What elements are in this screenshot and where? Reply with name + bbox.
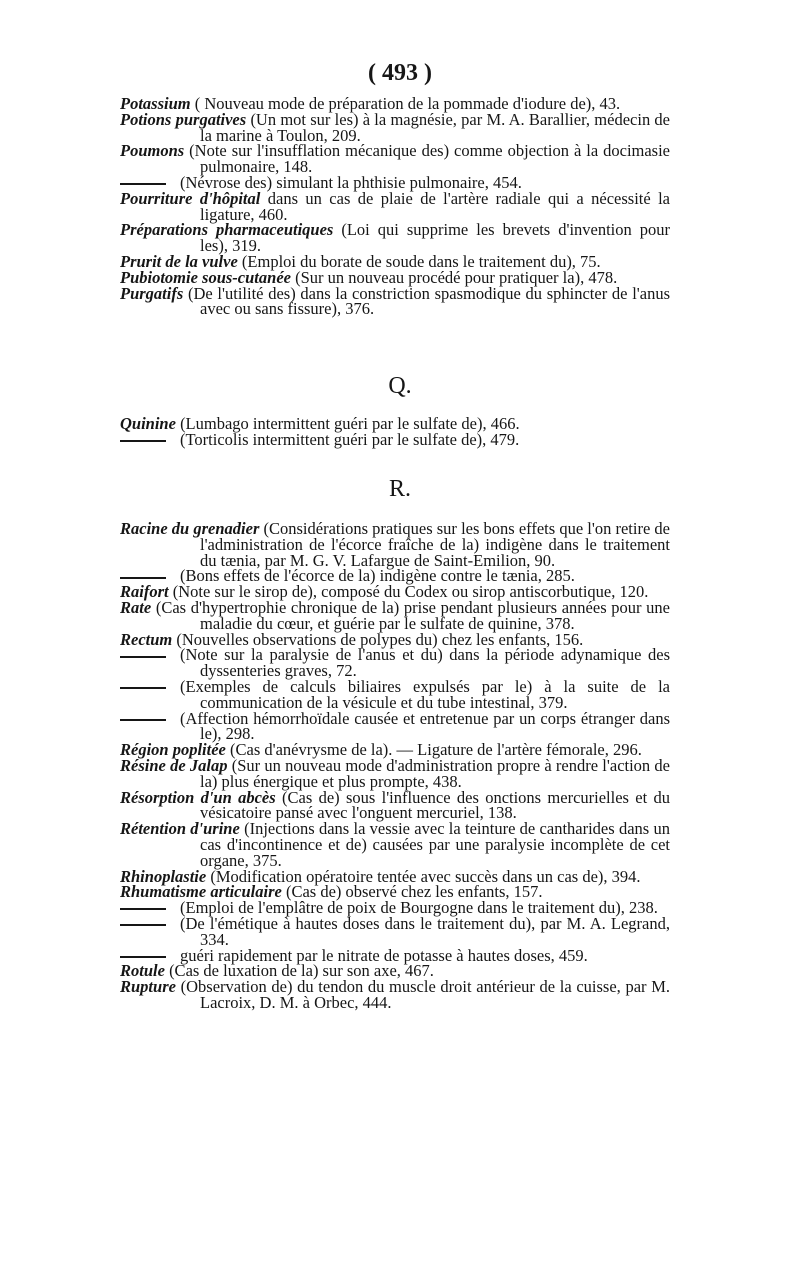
repeat-dash (120, 900, 180, 916)
index-term: Quinine (120, 414, 176, 433)
repeat-dash (120, 679, 180, 695)
index-text: (Note sur le sirop de), composé du Codex ou sirop antiscorbutique, 120. (172, 582, 649, 602)
repeat-dash (120, 432, 180, 448)
index-term: Rate (120, 597, 152, 617)
index-term: Racine du grenadier (120, 519, 260, 538)
index-entry (120, 787, 671, 823)
index-term: Préparations pharmaceutiques (120, 220, 334, 240)
index-text: (Affection hémorrhoïdale causée et entretenue par un corps étranger dans le), 298. (180, 708, 670, 744)
index-text: (Un mot sur les) à la magnésie, par M. A. Barallier, médecin de la marine à Toulon, 209. (200, 109, 671, 145)
index-entry (120, 821, 670, 868)
index-term: Rhumatisme articulaire (120, 882, 282, 902)
index-text: (Cas de luxation de la) sur son axe, 467. (169, 961, 434, 981)
index-text: (Considérations pratiques sur les bons effets que l'on retire de l'administration de l'écorce fraîche de la) indigène dans le traitement du tænia, par M. G. V. Lafargue de Saint-Emilion, 90. (200, 519, 670, 570)
index-entry (120, 913, 670, 949)
index-term: Résine de Jalap (120, 755, 228, 775)
index-entry (120, 188, 671, 224)
index-term: Potassium (120, 94, 191, 113)
index-term: Rotule (120, 961, 165, 981)
index-text: (Emploi du borate de soude dans le traitement du), 75. (241, 251, 601, 271)
index-entry (120, 979, 670, 1011)
index-text: ( Nouveau mode de préparation de la pommade d'iodure de), 43. (194, 94, 621, 113)
repeat-dash (120, 916, 180, 932)
index-entry (120, 597, 671, 633)
index-term: Poumons (120, 141, 185, 161)
index-term: Potions purgatives (120, 109, 247, 129)
index-text: guéri rapidement par le nitrate de potasse à hautes doses, 459. (180, 945, 588, 965)
index-text: (Névrose des) simulant la phthisie pulmonaire, 454. (180, 172, 522, 192)
index-text: (Cas d'hypertrophie chronique de la) prise pendant plusieurs années pour une maladie du cœur, et guérie par le sulfate de quinine, 378. (155, 597, 671, 633)
index-entry (120, 143, 670, 175)
index-term: Région poplitée (120, 740, 226, 760)
index-entry (120, 755, 671, 791)
index-text: (Cas d'anévrysme de la). — Ligature de l'artère fémorale, 296. (230, 740, 642, 760)
index-text: (De l'émétique à hautes doses dans le traitement du), par M. A. Legrand, 334. (180, 913, 670, 949)
index-term: Résorption d'un abcès (120, 787, 276, 807)
index-text: (Exemples de calculs biliaires expulsés par le) à la suite de la communication de la vésicule et du tube intestinal, 379. (180, 676, 670, 712)
index-text: (Bons effets de l'écorce de la) indigène contre le tænia, 285. (180, 566, 575, 586)
index-section-p (120, 96, 670, 317)
index-text: (Observation de) du tendon du muscle droit antérieur de la cuisse, par M. Lacroix, D. M. à Orbec, 444. (180, 977, 670, 1012)
section-heading-r: R. (388, 476, 411, 502)
index-term: Pourriture d'hôpital (120, 188, 261, 208)
index-text: (Sur un nouveau procédé pour pratiquer la), 478. (295, 267, 618, 287)
index-text: (Nouvelles observations de polypes du) chez les enfants, 156. (176, 629, 584, 649)
index-section-r (120, 521, 670, 1011)
index-text: (Note sur la paralysie de l'anus et du) dans la période adynamique des dyssenteries graves, 72. (180, 645, 670, 681)
index-entry (120, 222, 670, 254)
index-term: Purgatifs (120, 283, 184, 303)
index-text: (Injections dans la vessie avec la teinture de cantharides dans un cas d'incontinence et de) causées par une paralysie incomplète de cet organe, 375. (200, 819, 670, 870)
repeat-dash (120, 711, 180, 727)
index-text: (Cas de) observé chez les enfants, 157. (285, 882, 543, 902)
index-term: Rhinoplastie (120, 866, 207, 886)
page-number: ( 493 ) (368, 60, 432, 86)
index-term: Rupture (120, 977, 176, 997)
index-entry (120, 109, 671, 145)
index-entry (120, 647, 670, 679)
index-section-q (120, 416, 670, 448)
index-entry (120, 521, 670, 568)
index-term: Rectum (120, 629, 173, 649)
index-text: (Sur un nouveau mode d'administration propre à rendre l'action de la) plus énergique et plus prompte, 438. (200, 755, 671, 791)
index-text: (Cas de) sous l'influence des onctions mercurielles et du vésicatoire pansé avec l'onguent mercuriel, 138. (200, 787, 671, 823)
index-entry (120, 708, 670, 744)
index-text: (Loi qui supprime les brevets d'invention pour les), 319. (200, 220, 671, 256)
index-term: Raifort (120, 582, 169, 602)
index-text: (De l'utilité des) dans la constriction spasmodique du sphincter de l'anus avec ou sans fissure), 376. (187, 283, 670, 319)
index-entry (120, 283, 670, 319)
index-entry (120, 429, 670, 449)
index-term: Prurit de la vulve (120, 251, 238, 271)
index-text: (Emploi de l'emplâtre de poix de Bourgogne dans le traitement du), 238. (180, 898, 658, 918)
section-heading-q: Q. (388, 373, 412, 399)
index-text: (Lumbago intermittent guéri par le sulfate de), 466. (180, 414, 520, 433)
index-text: (Note sur l'insufflation mécanique des) comme objection à la docimasie pulmonaire, 148. (189, 141, 671, 177)
index-text: dans un cas de plaie de l'artère radiale qui a nécessité la ligature, 460. (200, 188, 671, 224)
repeat-dash (120, 647, 180, 663)
index-text: (Torticolis intermittent guéri par le sulfate de), 479. (180, 429, 520, 449)
index-term: Rétention d'urine (120, 819, 240, 839)
index-text: (Modification opératoire tentée avec succès dans un cas de), 394. (210, 866, 641, 886)
index-entry (120, 676, 670, 712)
index-term: Pubiotomie sous-cutanée (120, 267, 291, 287)
